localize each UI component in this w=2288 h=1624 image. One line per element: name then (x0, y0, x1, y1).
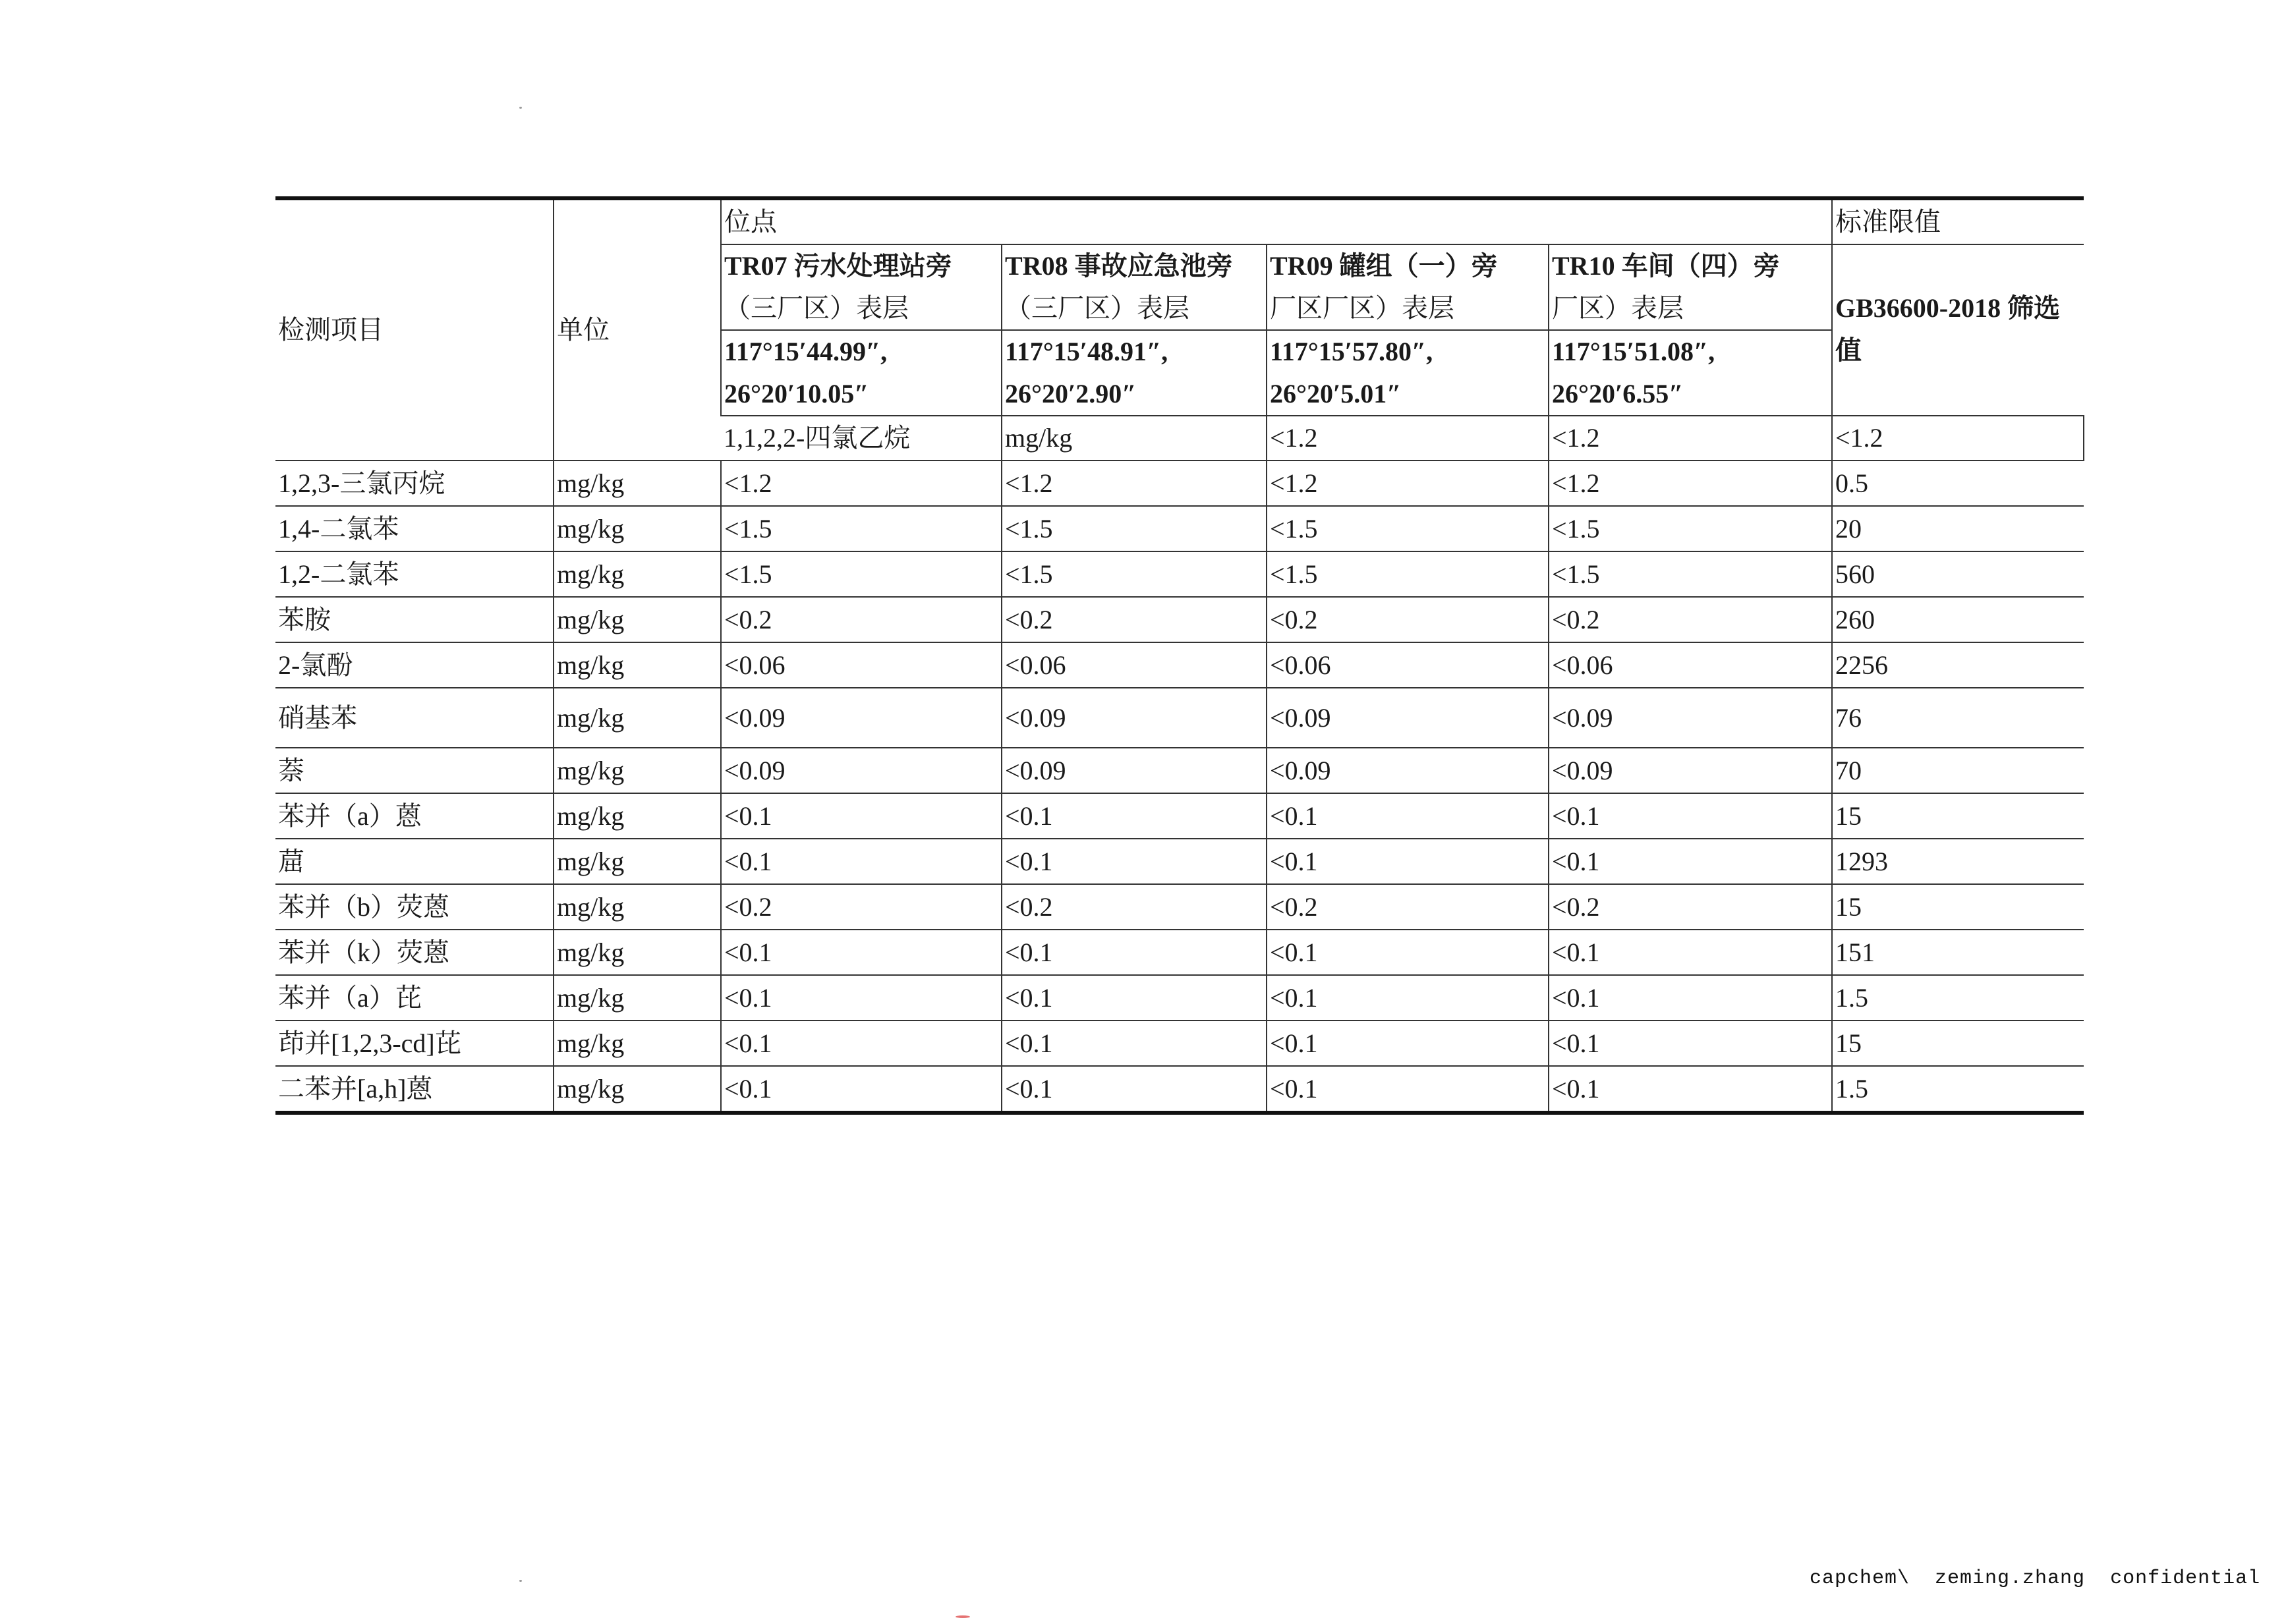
cell-value: <0.09 (721, 748, 1002, 793)
table-row (275, 839, 2084, 884)
scan-speck (519, 1580, 522, 1582)
cell-value: <1.5 (1549, 551, 1832, 597)
cell-value: <0.2 (1002, 884, 1267, 930)
cell-limit: 20 (1832, 506, 2084, 551)
cell-value: <0.09 (1549, 688, 1832, 748)
table-row (275, 688, 2084, 748)
cell-value: <0.1 (721, 1066, 1002, 1113)
site-name-tr09: TR09 罐组（一）旁 厂区厂区）表层 (1267, 244, 1549, 330)
cell-value: <0.1 (1267, 975, 1549, 1021)
cell-limit: 2256 (1832, 642, 2084, 688)
site-coord-tr09: 117°15′57.80″, 26°20′5.01″ (1267, 330, 1549, 416)
cell-unit: mg/kg (554, 748, 721, 793)
header-site-group: 位点 (721, 198, 1832, 244)
soil-test-results-table (275, 196, 2084, 1115)
header-row-1 (275, 198, 2084, 244)
cell-value: <0.06 (1267, 642, 1549, 688)
cell-value: <1.2 (1549, 461, 1832, 506)
cell-unit: mg/kg (554, 793, 721, 839)
cell-item: 䓛 (275, 839, 554, 884)
table-row (275, 551, 2084, 597)
site-coord-tr08: 117°15′48.91″, 26°20′2.90″ (1002, 330, 1267, 416)
cell-value: <0.2 (1267, 597, 1549, 642)
cell-value: <0.2 (1549, 597, 1832, 642)
cell-limit: 76 (1832, 688, 2084, 748)
site-name-tr10: TR10 车间（四）旁 厂区）表层 (1549, 244, 1832, 330)
table-row (275, 461, 2084, 506)
cell-unit: mg/kg (554, 642, 721, 688)
cell-value: <0.1 (721, 930, 1002, 975)
table-row (275, 748, 2084, 793)
cell-item: 1,4-二氯苯 (275, 506, 554, 551)
cell-value: <1.5 (721, 551, 1002, 597)
cell-value: <0.09 (1267, 688, 1549, 748)
cell-value: <0.2 (721, 884, 1002, 930)
cell-value: <0.1 (1549, 1066, 1832, 1113)
cell-value: <1.2 (1549, 416, 1832, 461)
cell-item: 1,2-二氯苯 (275, 551, 554, 597)
cell-unit: mg/kg (1002, 416, 1267, 461)
cell-value: <0.1 (721, 1021, 1002, 1066)
cell-value: <0.1 (1002, 1021, 1267, 1066)
cell-limit: 151 (1832, 930, 2084, 975)
cell-limit: 260 (1832, 597, 2084, 642)
cell-value: <1.2 (1832, 416, 2084, 461)
cell-value: <0.2 (1002, 597, 1267, 642)
cell-value: <1.2 (1267, 461, 1549, 506)
cell-unit: mg/kg (554, 930, 721, 975)
cell-item: 1,1,2,2-四氯乙烷 (721, 416, 1002, 461)
cell-item: 2-氯酚 (275, 642, 554, 688)
cell-value: <0.1 (1267, 930, 1549, 975)
cell-limit: 15 (1832, 793, 2084, 839)
table-row (275, 793, 2084, 839)
table-row (275, 975, 2084, 1021)
cell-item: 萘 (275, 748, 554, 793)
cell-limit: 1.5 (1832, 1066, 2084, 1113)
cell-value: <0.1 (1267, 839, 1549, 884)
cell-value: <1.5 (721, 506, 1002, 551)
cell-value: <0.1 (721, 839, 1002, 884)
cell-item: 苯胺 (275, 597, 554, 642)
cell-item: 二苯并[a,h]蒽 (275, 1066, 554, 1113)
cell-value: <0.1 (1549, 1021, 1832, 1066)
cell-value: <0.2 (721, 597, 1002, 642)
cell-limit: 15 (1832, 1021, 2084, 1066)
cell-value: <0.1 (1549, 975, 1832, 1021)
cell-unit: mg/kg (554, 551, 721, 597)
cell-limit: 70 (1832, 748, 2084, 793)
cell-unit: mg/kg (554, 688, 721, 748)
cell-value: <0.09 (1549, 748, 1832, 793)
cell-value: <0.2 (1549, 884, 1832, 930)
cell-value: <0.1 (1549, 793, 1832, 839)
site-name-tr07: TR07 污水处理站旁 （三厂区）表层 (721, 244, 1002, 330)
cell-limit: 560 (1832, 551, 2084, 597)
cell-value: <0.1 (1002, 975, 1267, 1021)
cell-value: <0.1 (1267, 1066, 1549, 1113)
header-standard: GB36600-2018 筛选值 (1832, 244, 2084, 416)
cell-value: <0.1 (1267, 1021, 1549, 1066)
cell-unit: mg/kg (554, 1021, 721, 1066)
confidential-footer: capchem\ zeming.zhang confidential (1810, 1567, 2261, 1590)
scan-speck (956, 1615, 970, 1618)
cell-unit: mg/kg (554, 975, 721, 1021)
cell-value: <1.5 (1267, 506, 1549, 551)
cell-value: <0.1 (1002, 930, 1267, 975)
table-row (275, 884, 2084, 930)
cell-value: <0.1 (1549, 839, 1832, 884)
cell-unit: mg/kg (554, 597, 721, 642)
cell-value: <0.1 (721, 975, 1002, 1021)
table-row (275, 597, 2084, 642)
table-row (275, 1021, 2084, 1066)
cell-value: <0.1 (1549, 930, 1832, 975)
cell-value: <0.1 (721, 793, 1002, 839)
cell-value: <0.06 (721, 642, 1002, 688)
cell-value: <0.06 (1002, 642, 1267, 688)
scan-speck (519, 107, 522, 109)
cell-value: <0.2 (1267, 884, 1549, 930)
cell-value: <0.1 (1002, 1066, 1267, 1113)
table-row (275, 642, 2084, 688)
cell-value: <0.09 (721, 688, 1002, 748)
table-row (275, 930, 2084, 975)
cell-value: <0.1 (1002, 793, 1267, 839)
cell-value: <0.09 (1002, 748, 1267, 793)
cell-item: 硝基苯 (275, 688, 554, 748)
header-unit: 单位 (554, 198, 721, 461)
cell-limit: 1293 (1832, 839, 2084, 884)
cell-item: 1,2,3-三氯丙烷 (275, 461, 554, 506)
cell-limit: 1.5 (1832, 975, 2084, 1021)
cell-value: <1.2 (1002, 461, 1267, 506)
header-item: 检测项目 (275, 198, 554, 461)
cell-unit: mg/kg (554, 461, 721, 506)
cell-unit: mg/kg (554, 884, 721, 930)
site-coord-tr10: 117°15′51.08″, 26°20′6.55″ (1549, 330, 1832, 416)
cell-unit: mg/kg (554, 839, 721, 884)
cell-unit: mg/kg (554, 1066, 721, 1113)
cell-value: <0.09 (1002, 688, 1267, 748)
cell-item: 苯并（b）荧蒽 (275, 884, 554, 930)
cell-item: 茚并[1,2,3-cd]芘 (275, 1021, 554, 1066)
cell-item: 苯并（a）芘 (275, 975, 554, 1021)
cell-value: <1.5 (1002, 506, 1267, 551)
cell-value: <0.1 (1002, 839, 1267, 884)
cell-value: <0.06 (1549, 642, 1832, 688)
cell-value: <1.5 (1002, 551, 1267, 597)
site-coord-tr07: 117°15′44.99″, 26°20′10.05″ (721, 330, 1002, 416)
site-name-tr08: TR08 事故应急池旁 （三厂区）表层 (1002, 244, 1267, 330)
cell-value: <1.2 (1267, 416, 1549, 461)
cell-item: 苯并（k）荧蒽 (275, 930, 554, 975)
cell-value: <1.5 (1549, 506, 1832, 551)
cell-item: 苯并（a）蒽 (275, 793, 554, 839)
table-row (275, 506, 2084, 551)
cell-value: <0.1 (1267, 793, 1549, 839)
cell-value: <0.09 (1267, 748, 1549, 793)
table-row (275, 1066, 2084, 1113)
header-standard-group: 标准限值 (1832, 198, 2084, 244)
cell-value: <1.5 (1267, 551, 1549, 597)
cell-unit: mg/kg (554, 506, 721, 551)
cell-limit: 15 (1832, 884, 2084, 930)
cell-limit: 0.5 (1832, 461, 2084, 506)
cell-value: <1.2 (721, 461, 1002, 506)
